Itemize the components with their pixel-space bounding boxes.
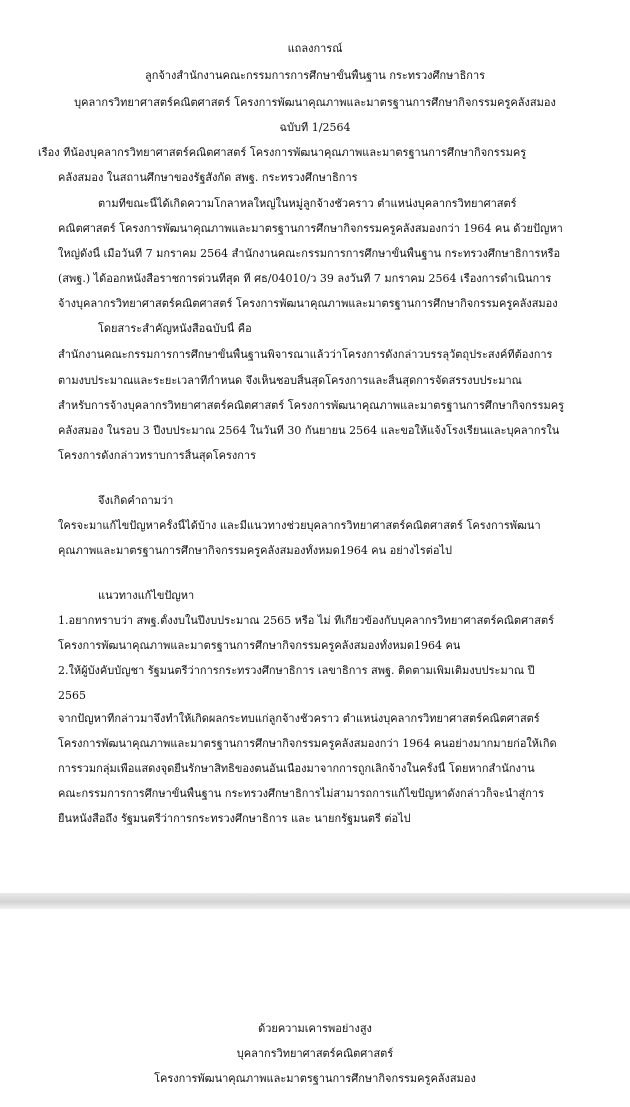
essence-line-1: สำนักงานคณะกรรมการการศึกษาขั้นพื้นฐานพิจารณาแล้วว่าโครงการดังกล่าวบรรลุวัตถุประสงค์ที่ต้องการ bbox=[58, 348, 553, 361]
closing-sender-2: โครงการพัฒนาคุณภาพและมาตรฐานการศึกษากิจกรรมครูคลังสมอง bbox=[154, 1072, 476, 1085]
question-line-1: ใครจะมาแก้ไขปัญหาครั้งนี้ได้บ้าง และมีแนวทางช่วยบุคลากรวิทยาศาสตร์คณิตศาสตร์ โครงการพัฒนา bbox=[58, 519, 541, 532]
solution-heading: แนวทางแก้ไขปัญหา bbox=[98, 589, 195, 602]
essence-line-3: สำหรับการจ้างบุคลากรวิทยาศาสตร์คณิตศาสตร์ โครงการพัฒนาคุณภาพและมาตรฐานการศึกษากิจกรรมครู bbox=[58, 399, 565, 412]
solution-line-1: 1.อยากทราบว่า สพฐ.ตั้งงบในปีงบประมาณ 2565 หรือ ไม่ ที่เกี่ยวข้องกับบุคลากรวิทยาศาสตร์คณิตศาสตร์ bbox=[58, 614, 555, 627]
intro-line-4: (สพฐ.) ได้ออกหนังสือราชการด่วนที่สุด ที่ ศธ/04010/ว 39 ลงวันที่ 7 มกราคม 2564 เรื่องการดำเนินการ bbox=[58, 272, 552, 285]
document-title: แถลงการณ์ bbox=[287, 42, 343, 55]
document-subtitle-2: บุคลากรวิทยาศาสตร์คณิตศาสตร์ โครงการพัฒนาคุณภาพและมาตรฐานการศึกษากิจกรรมครูคลังสมอง bbox=[74, 96, 556, 109]
question-line-2: คุณภาพและมาตรฐานการศึกษากิจกรรมครูคลังสมองทั้งหมด1964 คน อย่างไรต่อไป bbox=[58, 544, 452, 557]
intro-line-1: ตามที่ขณะนี้ได้เกิดความโกลาหลใหญ่ในหมู่ลูกจ้างชั่วคราว ตำแหน่งบุคลากรวิทยาศาสตร์ bbox=[98, 197, 517, 210]
solution-line-3: 2.ให้ผู้บังคับบัญชา รัฐมนตรีว่าการกระทรวงศึกษาธิการ เลขาธิการ สพฐ. ติดตามเพิ่มเติมงบประมาณ ปี bbox=[58, 664, 535, 677]
intro-line-3: ใหญ่ดังนี้ เมื่อวันที่ 7 มกราคม 2564 สำนักงานคณะกรรมการการศึกษาขั้นพื้นฐาน กระทรวงศึกษาธิการหรือ bbox=[58, 247, 561, 260]
intro-line-5: จ้างบุคลากรวิทยาศาสตร์คณิตศาสตร์ โครงการพัฒนาคุณภาพและมาตรฐานการศึกษากิจกรรมครูคลังสมอง bbox=[58, 297, 558, 310]
solution-line-5: จากปัญหาที่กล่าวมาจึงทำให้เกิดผลกระทบแก่ลูกจ้างชั่วคราว ตำแหน่งบุคลากรวิทยาศาสตร์คณิตศาสตร์ bbox=[58, 712, 540, 725]
closing-sender-1: บุคลากรวิทยาศาสตร์คณิตศาสตร์ bbox=[236, 1047, 394, 1060]
intro-line-6: โดยสาระสำคัญหนังสือฉบับนี้ คือ bbox=[98, 322, 252, 335]
intro-line-2: คณิตศาสตร์ โครงการพัฒนาคุณภาพและมาตรฐานการศึกษากิจกรรมครูคลังสมองกว่า 1964 คน ด้วยปัญหา bbox=[58, 222, 563, 235]
issue-number: ฉบับที่ 1/2564 bbox=[279, 121, 351, 134]
subject-line-1: เรื่อง ที่น้องบุคลากรวิทยาศาสตร์คณิตศาสตร์ โครงการพัฒนาคุณภาพและมาตรฐานการศึกษากิจกรรมครู bbox=[38, 146, 527, 159]
solution-line-6: โครงการพัฒนาคุณภาพและมาตรฐานการศึกษากิจกรรมครูคลังสมองกว่า 1964 คนอย่างมากมายก่อให้เกิด bbox=[58, 737, 557, 750]
subject-line-2: คลังสมอง ในสถานศึกษาของรัฐสังกัด สพฐ. กระทรวงศึกษาธิการ bbox=[58, 171, 358, 184]
solution-line-9: ยื่นหนังสือถึง รัฐมนตรีว่าการกระทรวงศึกษาธิการ และ นายกรัฐมนตรี ต่อไป bbox=[58, 812, 411, 825]
solution-line-7: การรวมกลุ่มเพื่อแสดงจุดยืนรักษาสิทธิของตนอันเนื่องมาจากการถูกเลิกจ้างในครั้งนี้ โดยหากสำนักงาน bbox=[58, 762, 535, 775]
essence-line-5: โครงการดังกล่าวทราบการสิ้นสุดโครงการ bbox=[58, 449, 257, 462]
solution-line-2: โครงการพัฒนาคุณภาพและมาตรฐานการศึกษากิจกรรมครูคลังสมองทั้งหมด1964 คน bbox=[58, 639, 461, 652]
essence-line-2: ตามงบประมาณและระยะเวลาที่กำหนด จึงเห็นชอบสิ้นสุดโครงการและสิ้นสุดการจัดสรรงบประมาณ bbox=[58, 374, 522, 387]
document-subtitle-1: ลูกจ้างสำนักงานคณะกรรมการการศึกษาขั้นพื้นฐาน กระทรวงศึกษาธิการ bbox=[144, 69, 486, 82]
essence-line-4: คลังสมอง ในรอบ 3 ปีงบประมาณ 2564 ในวันที่ 30 กันยายน 2564 และขอให้แจ้งโรงเรียนและบุคลากรใน bbox=[58, 424, 560, 437]
closing-regards: ด้วยความเคารพอย่างสูง bbox=[258, 1022, 372, 1035]
solution-line-8: คณะกรรมการการศึกษาขั้นพื้นฐาน กระทรวงศึกษาธิการไม่สามารถการแก้ไขปัญหาดังกล่าวก็จะนำสู่การ bbox=[58, 787, 544, 800]
question-heading: จึงเกิดคำถามว่า bbox=[98, 494, 174, 507]
page-break-divider bbox=[0, 893, 630, 909]
solution-line-4: 2565 bbox=[58, 689, 86, 702]
